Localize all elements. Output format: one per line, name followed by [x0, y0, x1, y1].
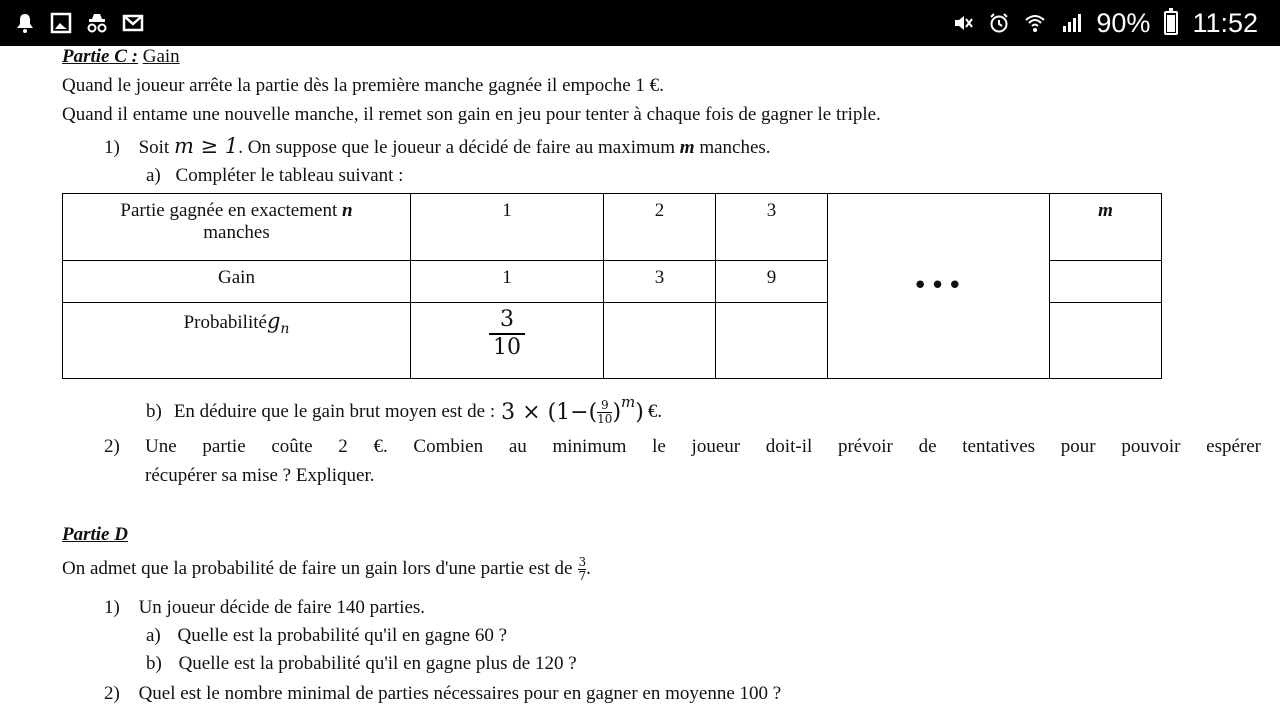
wifi-icon	[1024, 12, 1046, 34]
q1b-unit: €.	[647, 401, 663, 422]
row1-label	[63, 194, 411, 261]
partD-title: Partie D	[62, 524, 128, 545]
q1a-number: a)	[146, 165, 161, 186]
q1-m: m	[679, 137, 695, 158]
partD-q1-text: Un joueur décide de faire 140 parties.	[138, 597, 426, 618]
ellipsis: •••	[912, 271, 965, 301]
partD-q1b	[146, 653, 577, 675]
q1-end: manches.	[699, 137, 771, 158]
row3-cell-3	[716, 303, 828, 379]
partD-frac-num: 3	[578, 554, 587, 569]
row3-frac-den: 10	[489, 333, 525, 361]
partD-q1a-number: a)	[146, 625, 161, 646]
row3-g: g	[266, 309, 281, 333]
row2-cell-1: 1	[411, 261, 604, 303]
partC-q1a	[146, 165, 403, 187]
partC-q2-line2: récupérer sa mise ? Expliquer.	[145, 465, 375, 486]
q1b-number: b)	[146, 401, 162, 422]
battery-icon	[1164, 11, 1178, 35]
mail-icon	[122, 12, 144, 34]
gallery-icon	[50, 12, 72, 34]
row3-cell-1	[411, 303, 604, 379]
row3-cell-m	[1050, 303, 1162, 379]
alarm-icon	[988, 12, 1010, 34]
q1b-formula-c: )	[635, 399, 644, 425]
row1-label-text: Partie gagnée en exactement	[120, 200, 338, 221]
partD-q1a	[146, 625, 507, 647]
q1-number: 1)	[104, 137, 120, 158]
partD-q2-text: Quel est le nombre minimal de parties nécessaires pour en gagner en moyenne 100 ?	[138, 683, 782, 704]
partD-q1a-text: Quelle est la probabilité qu'il en gagne 60 ?	[177, 625, 508, 646]
q1-math: m ≥ 1	[173, 134, 239, 158]
row1-cell-2: 2	[604, 194, 716, 261]
row3-label	[63, 303, 411, 379]
q1b-text: En déduire que le gain brut moyen est de :	[173, 401, 496, 422]
partD-intro-text: On admet que la probabilité de faire un gain lors d'une partie est de	[62, 558, 573, 579]
incognito-icon	[86, 12, 108, 34]
row2-cell-m	[1050, 261, 1162, 303]
partC-q1	[104, 134, 771, 159]
q1b-exp: m	[621, 393, 636, 411]
partC-line2: Quand il entame une nouvelle manche, il remet son gain en jeu pour tenter à chaque fois de gagner le triple.	[62, 104, 881, 125]
row1-label-text2: manches	[203, 222, 270, 243]
partC-q2-line1: Une partie coûte 2 €. Combien au minimum le joueur doit-il prévoir de tentatives pour pouvoir espérer	[145, 436, 1261, 457]
status-right	[952, 6, 1258, 40]
q1b-frac-den: 10	[597, 411, 613, 426]
notification-icon	[14, 12, 36, 34]
row2-label: Gain	[63, 261, 411, 303]
row3-cell-2	[604, 303, 716, 379]
probability-table	[62, 193, 1162, 379]
partD-q1	[104, 597, 425, 619]
row3-frac-num: 3	[500, 307, 514, 332]
row2-cell-3: 9	[716, 261, 828, 303]
partD-q1b-text: Quelle est la probabilité qu'il en gagne plus de 120 ?	[178, 653, 577, 674]
row1-cell-1: 1	[411, 194, 604, 261]
q1-pre: Soit	[138, 137, 170, 158]
partC-q1b	[146, 394, 662, 430]
partD-frac-den: 7	[578, 568, 587, 583]
battery-percent: 90%	[1096, 8, 1151, 38]
q1b-frac-num: 9	[600, 397, 609, 412]
partC-q2-number: 2)	[104, 436, 120, 457]
partC-heading	[62, 46, 180, 68]
mute-icon	[952, 12, 974, 34]
row3-label-text: Probabilité	[183, 312, 267, 333]
q1-post: . On suppose que le joueur a décidé de faire au maximum	[238, 137, 676, 158]
partC-title: Partie C :	[62, 46, 138, 67]
row1-cell-3: 3	[716, 194, 828, 261]
signal-icon	[1060, 12, 1082, 34]
status-left	[14, 10, 144, 36]
q1b-formula-b: )	[612, 399, 622, 425]
clock-time: 11:52	[1192, 8, 1258, 38]
partD-fraction	[578, 556, 586, 583]
partD-q2	[104, 683, 781, 705]
ellipsis-cell	[828, 194, 1050, 379]
partD-q2-number: 2)	[104, 683, 120, 704]
row1-cell-m: m	[1050, 194, 1162, 261]
partC-title-rest: Gain	[142, 46, 180, 67]
row2-cell-2: 3	[604, 261, 716, 303]
status-bar	[0, 0, 1280, 46]
q1a-text: Compléter le tableau suivant :	[175, 165, 404, 186]
partD-intro: On admet que la probabilité de faire un gain lors d'une partie est de $\frac{3}{7}$ .	[62, 554, 591, 583]
q1b-formula-a: 3 × (1−(	[501, 399, 598, 425]
q1b-fraction	[597, 399, 612, 426]
row3-fraction	[489, 307, 525, 361]
row3-sub: n	[280, 320, 290, 337]
table-row-n	[63, 194, 1162, 261]
row1-n: n	[341, 200, 353, 221]
partD-q1-number: 1)	[104, 597, 120, 618]
partC-line1: Quand le joueur arrête la partie dès la première manche gagnée il empoche 1 €.	[62, 75, 664, 96]
partD-q1b-number: b)	[146, 653, 162, 674]
